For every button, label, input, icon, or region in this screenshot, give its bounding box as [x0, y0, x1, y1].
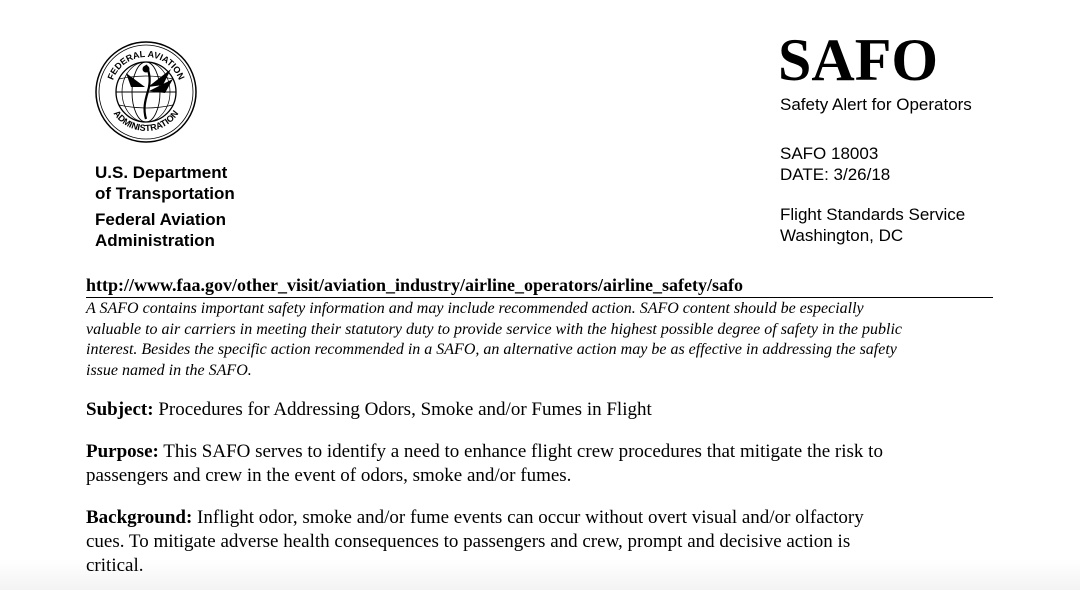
background-line-1: Inflight odor, smoke and/or fume events can occur without overt visual and/or olfactory — [197, 507, 864, 528]
issuing-office: Flight Standards Service — [780, 205, 966, 224]
subtitle-text: Safety Alert for Operators — [780, 95, 972, 114]
agency-name — [95, 209, 226, 251]
purpose-label: Purpose: — [86, 441, 159, 462]
background-line-2: cues. To mitigate adverse health consequences to passengers and crew, prompt and decisive action is — [86, 531, 851, 552]
agency-line-1: Federal Aviation — [95, 210, 226, 229]
disclaimer-line-2: valuable to air carriers in meeting their statutory duty to provide service with the highest possible degree of safety in the public — [86, 320, 903, 338]
document-subtitle — [780, 94, 972, 115]
subject-label: Subject: — [86, 399, 154, 420]
issuing-location: Washington, DC — [780, 226, 904, 245]
subject-section — [86, 398, 986, 422]
background-label: Background: — [86, 507, 193, 528]
department-name — [95, 162, 235, 204]
subject-text: Procedures for Addressing Odors, Smoke and/or Fumes in Flight — [158, 399, 652, 420]
purpose-line-1: This SAFO serves to identify a need to enhance flight crew procedures that mitigate the risk to — [163, 441, 883, 462]
seal-top-text: FEDERAL AVIATION — [105, 48, 187, 82]
safo-date: DATE: 3/26/18 — [780, 165, 891, 184]
purpose-section — [86, 440, 986, 488]
safo-number: SAFO 18003 — [780, 144, 879, 163]
header-divider — [86, 297, 993, 298]
document-number-block — [780, 143, 890, 185]
department-line-1: U.S. Department — [95, 163, 228, 182]
document-title: SAFO — [778, 27, 939, 93]
issuing-office-block — [780, 204, 965, 246]
faa-seal-logo — [93, 39, 199, 145]
safo-url-link[interactable]: http://www.faa.gov/other_visit/aviation_industry/airline_operators/airline_safety/safo — [86, 275, 743, 295]
disclaimer-line-4: issue named in the SAFO. — [86, 361, 252, 379]
agency-line-2: Administration — [95, 231, 215, 250]
safo-disclaimer — [86, 299, 996, 381]
disclaimer-line-3: interest. Besides the specific action recommended in a SAFO, an alternative action may be as effective in addressing the safety — [86, 341, 897, 358]
background-line-3: critical. — [86, 555, 144, 576]
seal-bottom-text: ADMINISTRATION — [111, 108, 181, 134]
background-section — [86, 506, 986, 578]
department-line-2: of Transportation — [95, 184, 235, 203]
disclaimer-line-1: A SAFO contains important safety information and may include recommended action. SAFO content should be especially — [86, 300, 864, 317]
purpose-line-2: passengers and crew in the event of odors, smoke and/or fumes. — [86, 465, 572, 486]
